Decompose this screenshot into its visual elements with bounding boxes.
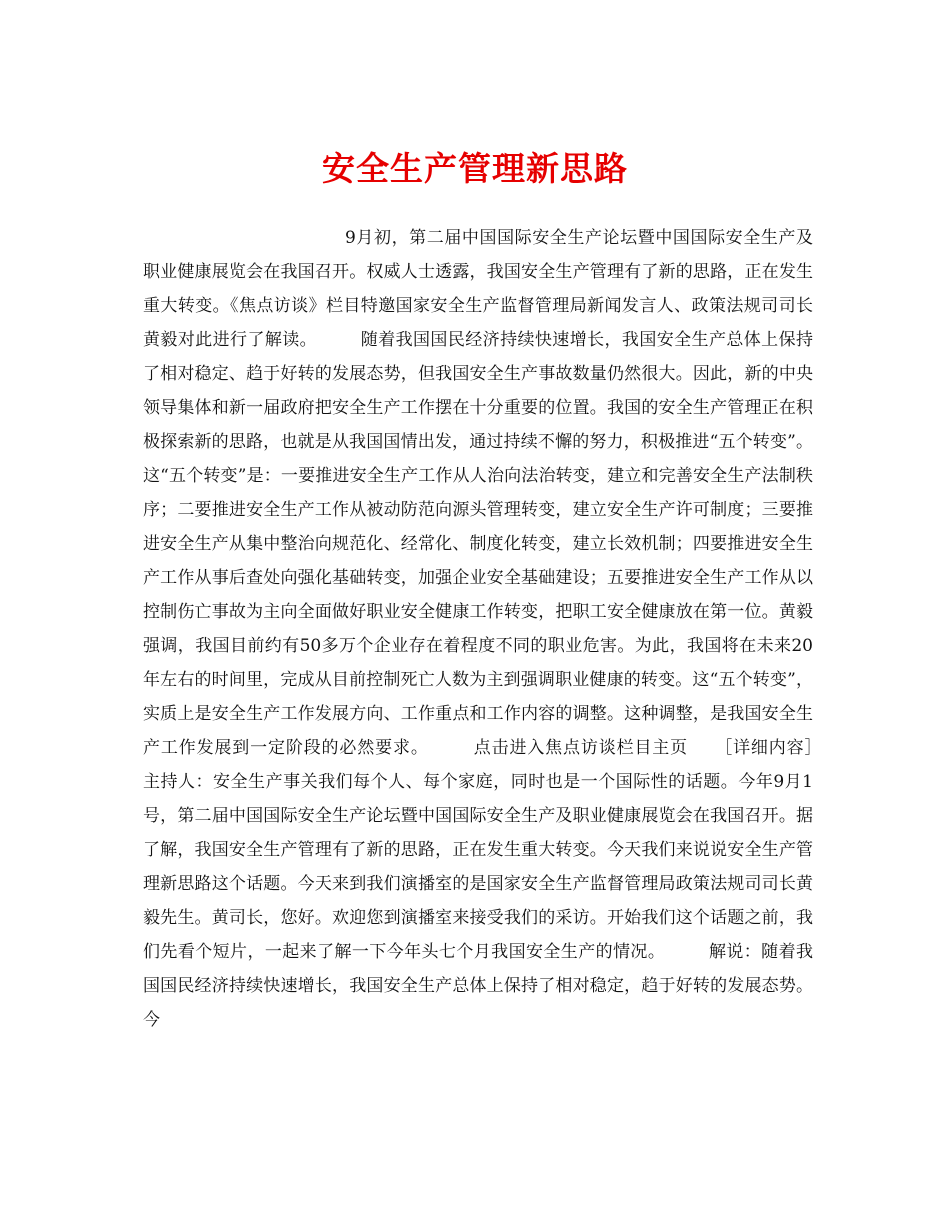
document-title: 安全生产管理新思路 bbox=[322, 149, 628, 189]
document-body-paragraph: 9月初，第二届中国国际安全生产论坛暨中国国际安全生产及职业健康展览会在我国召开。权威人士透露，我国安全生产管理有了新的思路，正在发生重大转变。《焦点访谈》栏目特邀国家安全生产监督管理局新闻发言人、政策法规司司长黄毅对此进行了解读。 随着我国国民经济持续快速增长，我国安全生产总体上保持了相对稳定、趋于好转的发展态势，但我国安全生产事故数量仍然很大。因此，新的中央领导集体和新一届政府把安全生产工作摆在十分重要的位置。我国的安全生产管理正在积极探索新的思路，也就是从我国国情出发，通过持续不懈的努力，积极推进“五个转变”。这“五个转变”是：一要推进安全生产工作从人治向法治转变，建立和完善安全生产法制秩序；二要推进安全生产工作从被动防范向源头管理转变，建立安全生产许可制度；三要推进安全生产从集中整治向规范化、经常化、制度化转变，建立长效机制；四要推进安全生产工作从事后查处向强化基础转变，加强企业安全基础建设；五要推进安全生产工作从以控制伤亡事故为主向全面做好职业安全健康工作转变，把职工安全健康放在第一位。黄毅强调，我国目前约有50多万个企业存在着程度不同的职业危害。为此，我国将在未来20年左右的时间里，完成从目前控制死亡人数为主到强调职业健康的转变。这“五个转变”，实质上是安全生产工作发展方向、工作重点和工作内容的调整。这种调整，是我国安全生产工作发展到一定阶段的必然要求。 点击进入焦点访谈栏目主页 ［详细内容］ 主持人：安全生产事关我们每个人、每个家庭，同时也是一个国际性的话题。今年9月1号，第二届中国国际安全生产论坛暨中国国际安全生产及职业健康展览会在我国召开。据了解，我国安全生产管理有了新的思路，正在发生重大转变。今天我们来说说安全生产管理新思路这个话题。今天来到我们演播室的是国家安全生产监督管理局政策法规司司长黄毅先生。黄司长，您好。欢迎您到演播室来接受我们的采访。开始我们这个话题之前，我们先看个短片，一起来了解一下今年头七个月我国安全生产的情况。 解说：随着我国国民经济持续快速增长，我国安全生产总体上保持了相对稳定，趋于好转的发展态势。今 bbox=[143, 228, 847, 1030]
